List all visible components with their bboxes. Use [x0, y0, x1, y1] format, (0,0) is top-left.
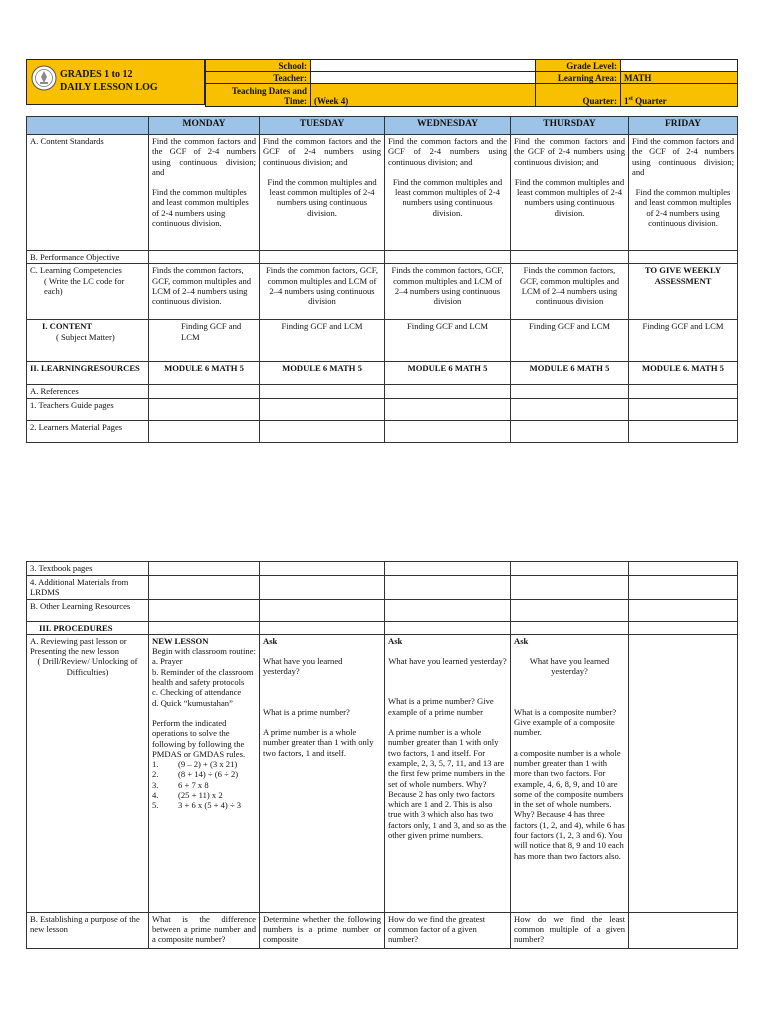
learning-resources-row [27, 362, 738, 385]
teaching-dates-value[interactable]: (Week 4) [311, 84, 536, 107]
content-friday[interactable]: Finding GCF and LCM [629, 320, 738, 362]
reviewing-row [27, 634, 738, 912]
content-thursday[interactable]: Finding GCF and LCM [511, 320, 629, 362]
content-wednesday[interactable]: Finding GCF and LCM [385, 320, 511, 362]
learning-resources-monday[interactable]: MODULE 6 MATH 5 [149, 362, 260, 385]
quarter-value[interactable] [621, 84, 738, 107]
additional-materials-friday[interactable] [629, 576, 738, 600]
procedures-monday[interactable] [149, 621, 260, 634]
header-title [60, 68, 158, 94]
quarter-number: 1 [624, 96, 629, 106]
other-resources-friday[interactable] [629, 599, 738, 621]
day-header-friday: FRIDAY [629, 117, 738, 135]
performance-objective-wednesday[interactable] [385, 251, 511, 264]
learning-area-value[interactable]: MATH [621, 72, 738, 84]
additional-materials-wednesday[interactable] [385, 576, 511, 600]
tuesday-question-2: What is a prime number? [263, 706, 350, 717]
exercise-3-number: 3. [152, 779, 159, 790]
teacher-value[interactable] [311, 72, 536, 84]
teachers-guide-tuesday[interactable] [260, 398, 385, 420]
establishing-tuesday[interactable]: Determine whether the following numbers is a prime number or composite [260, 912, 385, 948]
teaching-dates-label-line2: Time: [284, 96, 307, 106]
learning-competencies-row [27, 264, 738, 320]
performance-objective-monday[interactable] [149, 251, 260, 264]
content-monday[interactable]: Finding GCF and LCM [149, 320, 260, 362]
additional-materials-tuesday[interactable] [260, 576, 385, 600]
establishing-friday[interactable] [629, 912, 738, 948]
reviewing-wednesday[interactable] [385, 634, 511, 912]
references-row [27, 385, 738, 398]
teaching-dates-label [206, 84, 311, 107]
procedures-tuesday[interactable] [260, 621, 385, 634]
textbook-label: 3. Textbook pages [27, 562, 149, 576]
establishing-wednesday[interactable]: How do we find the greatest common factor of a given number? [385, 912, 511, 948]
monday-routine-4: d. Quick “kumustahan” [152, 697, 233, 708]
learners-material-row [27, 420, 738, 442]
tuesday-question-1: What have you learned yesterday? [263, 656, 343, 677]
content-label: I. CONTENT [42, 321, 93, 332]
reviewing-monday[interactable] [149, 634, 260, 912]
exercise-5-expression: 3 + 6 x (5 + 4) ÷ 3 [178, 800, 242, 811]
other-resources-thursday[interactable] [511, 599, 629, 621]
reviewing-tuesday[interactable] [260, 634, 385, 912]
wednesday-question-1: What have you learned yesterday? [388, 656, 507, 667]
thursday-question-1: What have you learned yesterday? [529, 656, 610, 677]
other-resources-row [27, 599, 738, 621]
textbook-tuesday[interactable] [260, 562, 385, 576]
header-title-line1: GRADES 1 to 12 [60, 69, 133, 80]
procedures-friday[interactable] [629, 621, 738, 634]
performance-objective-friday[interactable] [629, 251, 738, 264]
performance-objective-label: B. Performance Objective [27, 251, 149, 264]
content-sub: ( Subject Matter) [56, 331, 115, 342]
lesson-log-header [26, 59, 737, 105]
performance-objective-row [27, 251, 738, 264]
textbook-wednesday[interactable] [385, 562, 511, 576]
learning-resources-wednesday[interactable]: MODULE 6 MATH 5 [385, 362, 511, 385]
school-value[interactable] [311, 60, 536, 72]
exercise-2-number: 2. [152, 769, 159, 780]
procedures-label: III. PROCEDURES [27, 621, 149, 634]
learning-resources-thursday[interactable]: MODULE 6 MATH 5 [511, 362, 629, 385]
monday-routine-2: b. Reminder of the classroom health and safety protocols [152, 666, 254, 688]
day-header-blank [27, 117, 149, 135]
teachers-guide-row [27, 398, 738, 420]
exercise-1 [152, 759, 256, 769]
references-friday[interactable] [629, 385, 738, 398]
exercise-1-expression: (9 – 2) + (3 x 21) [178, 759, 238, 770]
exercise-3-expression: 6 + 7 x 8 [178, 779, 209, 790]
day-header-row [27, 117, 738, 135]
content-tuesday[interactable]: Finding GCF and LCM [260, 320, 385, 362]
day-header-wednesday: WEDNESDAY [385, 117, 511, 135]
learning-area-label: Learning Area: [536, 72, 621, 84]
content-standards-wednesday-p1: Find the common factors and the GCF of 2-4 numbers using continuous division; and [388, 136, 507, 167]
establishing-monday[interactable]: What is the difference between a prime number and a composite number? [149, 912, 260, 948]
other-resources-wednesday[interactable] [385, 599, 511, 621]
learners-material-wednesday[interactable] [385, 420, 511, 442]
exercise-5-number: 5. [152, 800, 159, 811]
procedures-wednesday[interactable] [385, 621, 511, 634]
additional-materials-monday[interactable] [149, 576, 260, 600]
thursday-answer-2: a composite number is a whole number greater than 1 with more than two factors. For example, 4, 6, 8, 9, and 10 are some of the composite numbers in the set of whole numbers. Why? Because 4 has three factors (1, 2, and 4), while 6 has four factors (1, 2, 3 and 6). You will notice that 8, 9 and 10 each has more than two factors also. [514, 747, 625, 861]
learning-competencies-wednesday[interactable]: Finds the common factors, GCF, common multiples and LCM of 2–4 numbers using continuous division [385, 264, 511, 320]
learning-competencies-label-cell [27, 264, 149, 320]
establishing-label: B. Establishing a purpose of the new lesson [27, 912, 149, 948]
school-label: School: [206, 60, 311, 72]
content-standards-friday[interactable] [629, 135, 738, 251]
thursday-ask-heading: Ask [514, 635, 529, 646]
monday-routine-1: a. Prayer [152, 656, 183, 667]
exercise-4-number: 4. [152, 790, 159, 801]
learning-resources-tuesday[interactable]: MODULE 6 MATH 5 [260, 362, 385, 385]
reviewing-friday[interactable] [629, 634, 738, 912]
teachers-guide-monday[interactable] [149, 398, 260, 420]
teaching-dates-label-line1: Teaching Dates and [231, 86, 307, 96]
establishing-row [27, 912, 738, 948]
quarter-label: Quarter: [536, 84, 621, 107]
content-standards-row [27, 135, 738, 251]
exercise-2-expression: (8 + 14) ÷ (6 ÷ 2) [178, 769, 239, 780]
content-standards-friday-p2: Find the common multiples and least common multiples of 2-4 numbers using continuous division. [634, 187, 732, 229]
tuesday-answer-2: A prime number is a whole number greater than 1 with only two factors, 1 and itself. [263, 727, 374, 758]
establishing-thursday[interactable]: How do we find the least common multiple of a given number? [511, 912, 629, 948]
reviewing-label: A. Reviewing past lesson or Presenting the new lesson [30, 635, 127, 657]
learning-resources-friday[interactable]: MODULE 6. MATH 5 [629, 362, 738, 385]
content-label-cell [27, 320, 149, 362]
content-standards-tuesday[interactable] [260, 135, 385, 251]
exercise-3 [152, 780, 256, 790]
teacher-label: Teacher: [206, 72, 311, 84]
other-resources-monday[interactable] [149, 599, 260, 621]
day-header-thursday: THURSDAY [511, 117, 629, 135]
content-standards-tuesday-p2: Find the common multiples and least common multiples of 2-4 numbers using continuous division. [267, 176, 377, 218]
learners-material-monday[interactable] [149, 420, 260, 442]
content-standards-thursday-p1: Find the common factors and the GCF of 2-4 numbers using continuous division; and [514, 136, 625, 167]
header-title-line2: DAILY LESSON LOG [60, 82, 158, 93]
teachers-guide-label: 1. Teachers Guide pages [27, 398, 149, 420]
learning-competencies-friday[interactable]: TO GIVE WEEKLY ASSESSMENT [629, 264, 738, 320]
learners-material-label: 2. Learners Material Pages [27, 420, 149, 442]
monday-new-lesson-heading: NEW LESSON [152, 635, 209, 646]
content-standards-friday-p1: Find the common factors and the GCF of 2-4 numbers using continuous division; and [632, 136, 734, 177]
teachers-guide-friday[interactable] [629, 398, 738, 420]
lesson-log-table-page2 [26, 561, 738, 949]
learning-competencies-tuesday[interactable]: Finds the common factors, GCF, common multiples and LCM of 2–4 numbers using continuous division [260, 264, 385, 320]
references-wednesday[interactable] [385, 385, 511, 398]
thursday-question-2: What is a composite number? Give example of a composite number. [514, 706, 617, 738]
day-header-monday: MONDAY [149, 117, 260, 135]
monday-routine-3: c. Checking of attendance [152, 687, 242, 698]
wednesday-answer-2: A prime number is a whole number greater than 1 with only two factors, 1 and itself. For example, 2, 3, 5, 7, 11, and 13 are the first few prime numbers in the set of whole numbers. Why? Because 2 has only two factors which are 1 and 2. This is also true with 3 which also has two factors only, 1 and 3, and so as the other given prime numbers. [388, 727, 507, 841]
textbook-friday[interactable] [629, 562, 738, 576]
reviewing-label-cell [27, 634, 149, 912]
content-standards-tuesday-p1: Find the common factors and the GCF of 2-4 numbers using continuous division; and [263, 136, 381, 167]
header-info-grid [205, 59, 738, 107]
reviewing-thursday[interactable] [511, 634, 629, 912]
content-standards-monday-p1: Find the common factors and the GCF of 2-4 numbers using continuous division; and [152, 136, 256, 177]
procedures-thursday[interactable] [511, 621, 629, 634]
content-standards-thursday-p2: Find the common multiples and least common multiples of 2-4 numbers using continuous division. [514, 176, 625, 218]
textbook-row [27, 562, 738, 576]
performance-objective-tuesday[interactable] [260, 251, 385, 264]
learners-material-thursday[interactable] [511, 420, 629, 442]
wednesday-question-2: What is a prime number? Give example of a prime number [388, 696, 494, 717]
exercise-1-number: 1. [152, 759, 159, 770]
content-standards-monday-p2: Find the common multiples and least common multiples of 2-4 numbers using continuous division. [152, 187, 249, 229]
lesson-log-table-page1 [26, 116, 738, 443]
references-thursday[interactable] [511, 385, 629, 398]
performance-objective-thursday[interactable] [511, 251, 629, 264]
teachers-guide-wednesday[interactable] [385, 398, 511, 420]
exercise-2 [152, 769, 256, 779]
other-resources-tuesday[interactable] [260, 599, 385, 621]
monday-instruction: Perform the indicated operations to solve the following by following the PMDAS or GMDAS rules. [152, 717, 246, 759]
quarter-ordinal: st [628, 96, 633, 102]
exercise-5 [152, 800, 256, 810]
exercise-4-expression: (25 + 11) x 2 [178, 790, 223, 801]
quarter-suffix: Quarter [632, 96, 667, 106]
learning-resources-label: II. LEARNINGRESOURCES [27, 362, 149, 385]
content-standards-monday[interactable] [149, 135, 260, 251]
content-row [27, 320, 738, 362]
references-label: A. References [27, 385, 149, 398]
learning-competencies-label: C. Learning Competencies [30, 265, 122, 276]
learners-material-tuesday[interactable] [260, 420, 385, 442]
references-monday[interactable] [149, 385, 260, 398]
deped-seal-icon [31, 65, 57, 91]
content-standards-thursday[interactable] [511, 135, 629, 251]
additional-materials-row [27, 576, 738, 600]
learning-competencies-sub: ( Write the LC code for each) [44, 275, 125, 296]
procedures-row [27, 621, 738, 634]
learners-material-friday[interactable] [629, 420, 738, 442]
textbook-monday[interactable] [149, 562, 260, 576]
content-standards-wednesday-p2: Find the common multiples and least common multiples of 2-4 numbers using continuous division. [392, 176, 503, 218]
other-resources-label: B. Other Learning Resources [27, 599, 149, 621]
monday-routine-intro: Begin with classroom routine: [152, 646, 256, 657]
learning-competencies-monday[interactable]: Finds the common factors, GCF, common multiples and LCM of 2–4 numbers using continuous division. [149, 264, 260, 320]
additional-materials-thursday[interactable] [511, 576, 629, 600]
reviewing-sub: ( Drill/Review/ Unlocking of Difficulties) [37, 656, 138, 677]
grade-level-label: Grade Level: [536, 60, 621, 72]
tuesday-ask-heading: Ask [263, 635, 278, 646]
references-tuesday[interactable] [260, 385, 385, 398]
textbook-thursday[interactable] [511, 562, 629, 576]
wednesday-ask-heading: Ask [388, 635, 403, 646]
grade-level-value[interactable] [621, 60, 738, 72]
content-standards-wednesday[interactable] [385, 135, 511, 251]
exercise-4 [152, 790, 256, 800]
teachers-guide-thursday[interactable] [511, 398, 629, 420]
content-standards-label: A. Content Standards [27, 135, 149, 251]
header-title-block [26, 59, 205, 105]
day-header-tuesday: TUESDAY [260, 117, 385, 135]
learning-competencies-thursday[interactable]: Finds the common factors, GCF, common multiples and LCM of 2–4 numbers using continuous division [511, 264, 629, 320]
additional-materials-label: 4. Additional Materials from LRDMS [27, 576, 149, 600]
